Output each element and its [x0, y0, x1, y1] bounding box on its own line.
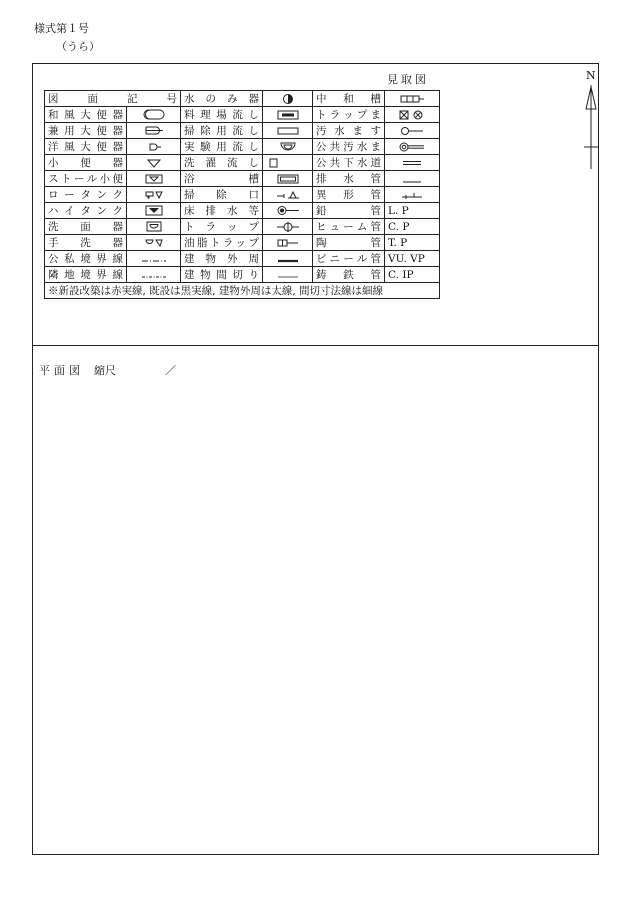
symbol-name: 異 形 管 [313, 187, 385, 203]
symbol-name: 洋風大便器 [45, 139, 127, 155]
sewage-box-icon [385, 123, 440, 139]
symbol-name: 実験用流し [181, 139, 263, 155]
table-row [45, 123, 440, 139]
symbol-name: 和風大便器 [45, 107, 127, 123]
symbol-name: 小 便 器 [45, 155, 127, 171]
form-side-label: （うら） [56, 40, 100, 53]
symbol-name: 鋳 鉄 管 [313, 267, 385, 283]
scale-slash: ／ [165, 364, 176, 377]
public-sewage-box-icon [385, 139, 440, 155]
north-compass [573, 69, 609, 189]
drinking-fountain-icon [263, 91, 313, 107]
section-divider [33, 345, 598, 346]
table-row [45, 171, 440, 187]
symbol-name: ロータンク [45, 187, 127, 203]
pipe-code: L. P [385, 203, 440, 219]
stall-urinal-icon [127, 171, 181, 187]
symbol-name: 料理場流し [181, 107, 263, 123]
symbol-name: 兼用大便器 [45, 123, 127, 139]
symbol-name: 手 洗 器 [45, 235, 127, 251]
symbol-name: 油脂トラップ [181, 235, 263, 251]
pipe-code: T. P [385, 235, 440, 251]
cleaning-sink-icon [263, 123, 313, 139]
thick-line-icon [263, 251, 313, 267]
high-tank-icon [127, 203, 181, 219]
laundry-sink-icon [263, 155, 313, 171]
table-row [45, 267, 440, 283]
symbol-name: 排 水 管 [313, 171, 385, 187]
symbol-name: 洗濯流し [181, 155, 263, 171]
grease-trap-icon [263, 235, 313, 251]
washbasin-icon [127, 219, 181, 235]
legend-note: ※新設改築は赤実線, 既設は黒実線, 建物外周は太線, 間切寸法線は細線 [45, 283, 440, 299]
drain-pipe-icon [385, 171, 440, 187]
symbol-name: 汚水ます [313, 123, 385, 139]
legend-title: 見取図 [387, 73, 429, 86]
table-row [45, 219, 440, 235]
table-row [45, 91, 440, 107]
sketch-frame [32, 63, 599, 855]
lab-sink-icon [263, 139, 313, 155]
symbol-name: ストール小便 [45, 171, 127, 187]
pipe-code: VU. VP [385, 251, 440, 267]
drawing-symbols-table [44, 90, 440, 299]
kitchen-sink-icon [263, 107, 313, 123]
table-row [45, 155, 440, 171]
symbol-name: 浴 槽 [181, 171, 263, 187]
symbol-name: 図 面 記 号 [45, 91, 181, 107]
pipe-code: C. IP [385, 267, 440, 283]
scale-label: 縮尺 [94, 364, 116, 377]
floor-drain-icon [263, 203, 313, 219]
symbol-name: 中 和 槽 [313, 91, 385, 107]
double-line-icon [385, 155, 440, 171]
symbol-name: トラップま [313, 107, 385, 123]
north-label: N [586, 69, 596, 82]
symbol-name: 公共下水道 [313, 155, 385, 171]
western-toilet-icon [127, 139, 181, 155]
symbol-name: 建物外周 [181, 251, 263, 267]
symbol-name: 水のみ器 [181, 91, 263, 107]
table-row [45, 139, 440, 155]
symbol-name: ヒューム管 [313, 219, 385, 235]
dashed-line-icon [127, 267, 181, 283]
neutralization-tank-icon [385, 91, 440, 107]
symbol-name: 床排水等 [181, 203, 263, 219]
trap-icon [263, 219, 313, 235]
symbol-name: 掃 除 口 [181, 187, 263, 203]
symbol-name: 陶 管 [313, 235, 385, 251]
table-row [45, 251, 440, 267]
plan-view-label: 平面図 [39, 364, 84, 377]
fitting-pipe-icon [385, 187, 440, 203]
table-row [45, 203, 440, 219]
form-number: 様式第１号 [34, 22, 89, 35]
symbol-name: 鉛 管 [313, 203, 385, 219]
dashed-line-icon [127, 251, 181, 267]
cleanout-icon [263, 187, 313, 203]
thin-line-icon [263, 267, 313, 283]
symbol-name: 隣地境界線 [45, 267, 127, 283]
symbol-name: ト ラ ッ プ [181, 219, 263, 235]
north-arrow-icon [573, 69, 609, 189]
pipe-code: C. P [385, 219, 440, 235]
table-row [45, 235, 440, 251]
table-row [45, 187, 440, 203]
symbol-name: 公共汚水ま [313, 139, 385, 155]
japanese-toilet-icon [127, 107, 181, 123]
bathtub-icon [263, 171, 313, 187]
symbol-name: 洗 面 器 [45, 219, 127, 235]
hand-basin-icon [127, 235, 181, 251]
symbol-name: ハイタンク [45, 203, 127, 219]
low-tank-icon [127, 187, 181, 203]
urinal-icon [127, 155, 181, 171]
symbol-name: 掃除用流し [181, 123, 263, 139]
symbol-name: 建物間切り [181, 267, 263, 283]
table-row [45, 107, 440, 123]
table-row [45, 283, 440, 299]
dual-toilet-icon [127, 123, 181, 139]
symbol-name: ビニール管 [313, 251, 385, 267]
trap-box-icon [385, 107, 440, 123]
symbol-name: 公私境界線 [45, 251, 127, 267]
